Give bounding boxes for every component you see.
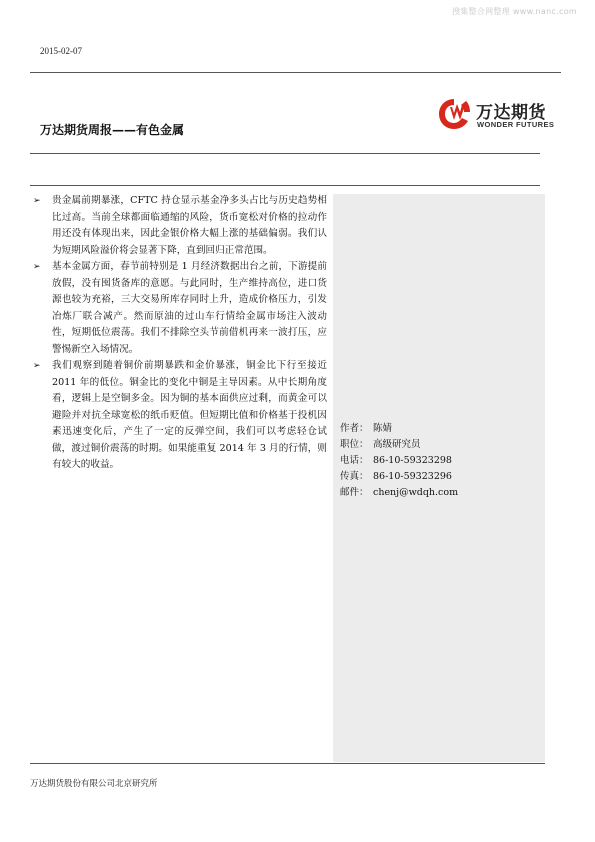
author-value: 86-10-59323296 [373,471,452,482]
author-email[interactable]: chenj@wdqh.com [373,487,459,498]
author-key: 作者： [340,423,369,434]
report-body [33,193,327,474]
author-row-position [340,437,458,453]
arrow-bullet-icon: ➢ [33,196,41,206]
author-key: 职位： [340,439,369,450]
author-key: 邮件： [340,487,369,498]
company-logo [436,96,566,136]
bullet-text: 我们观察到随着铜价前期暴跌和金价暴涨，铜金比下行至接近 2011 年的低位。铜金比的变化中铜是主导因素。从中长期角度看，逻辑上是空铜多金。因为铜的基本面供应过剩，而黄金可以避险并对抗全球宽松的纸币贬值。但短期比值和价格基于投机因素迅速变化后，产生了一定的反弹空间，我们可以考虑轻仓试做，渡过铜价震荡的时期。如果能重复 2014 年 3 月的行情，则有较大的收益。 [52,360,327,470]
author-sidebar [333,194,545,762]
author-value: 陈婧 [373,423,393,434]
arrow-bullet-icon: ➢ [33,262,41,272]
author-row-phone [340,453,458,469]
bullet-text: 基本金属方面，春节前特别是 1 月经济数据出台之前，下游提前放假，没有囤货备库的意愿。与此同时，生产维持高位，进口货源也较为充裕，三大交易所库存同时上升，造成价格压力，引发冶炼厂联合减产。然而原油的过山车行情给金属市场注入波动性，短期低位震荡。我们不排除空头节前借机再来一波打压，应警惕新空入场情况。 [52,261,327,355]
arrow-bullet-icon: ➢ [33,361,41,371]
report-title: 万达期货周报——有色金属 [40,123,185,137]
bullet-text: 贵金属前期暴涨，CFTC 持仓显示基金净多头占比与历史趋势相比过高。当前全球都面临通缩的风险，货币宽松对价格的拉动作用还没有体现出来，因此金银价格大幅上涨的基础偏弱。我们认为短期风险溢价将会显著下降，直到回归正常范围。 [52,195,327,256]
author-row-fax [340,469,458,485]
bullet-paragraph [33,358,327,474]
author-row-name [340,421,458,437]
author-key: 传真： [340,471,369,482]
watermark: 搜集整合网整理 www.nanc.com [451,7,577,16]
author-row-email [340,485,458,501]
wonder-logo-icon [436,96,472,132]
author-key: 电话： [340,455,369,466]
author-info [340,421,458,501]
report-date: 2015-02-07 [40,46,82,56]
bullet-paragraph [33,193,327,259]
bullet-paragraph [33,259,327,358]
logo-english-name: WONDER FUTURES [477,120,555,129]
footer-divider [30,763,545,764]
title-divider-lower [30,185,540,186]
author-value: 86-10-59323298 [373,455,452,466]
title-divider-upper [30,153,540,154]
footer-company: 万达期货股份有限公司北京研究所 [30,779,158,789]
header-divider [30,72,561,73]
author-value: 高级研究员 [373,439,421,450]
logo-chinese-name: 万达期货 [476,103,546,123]
